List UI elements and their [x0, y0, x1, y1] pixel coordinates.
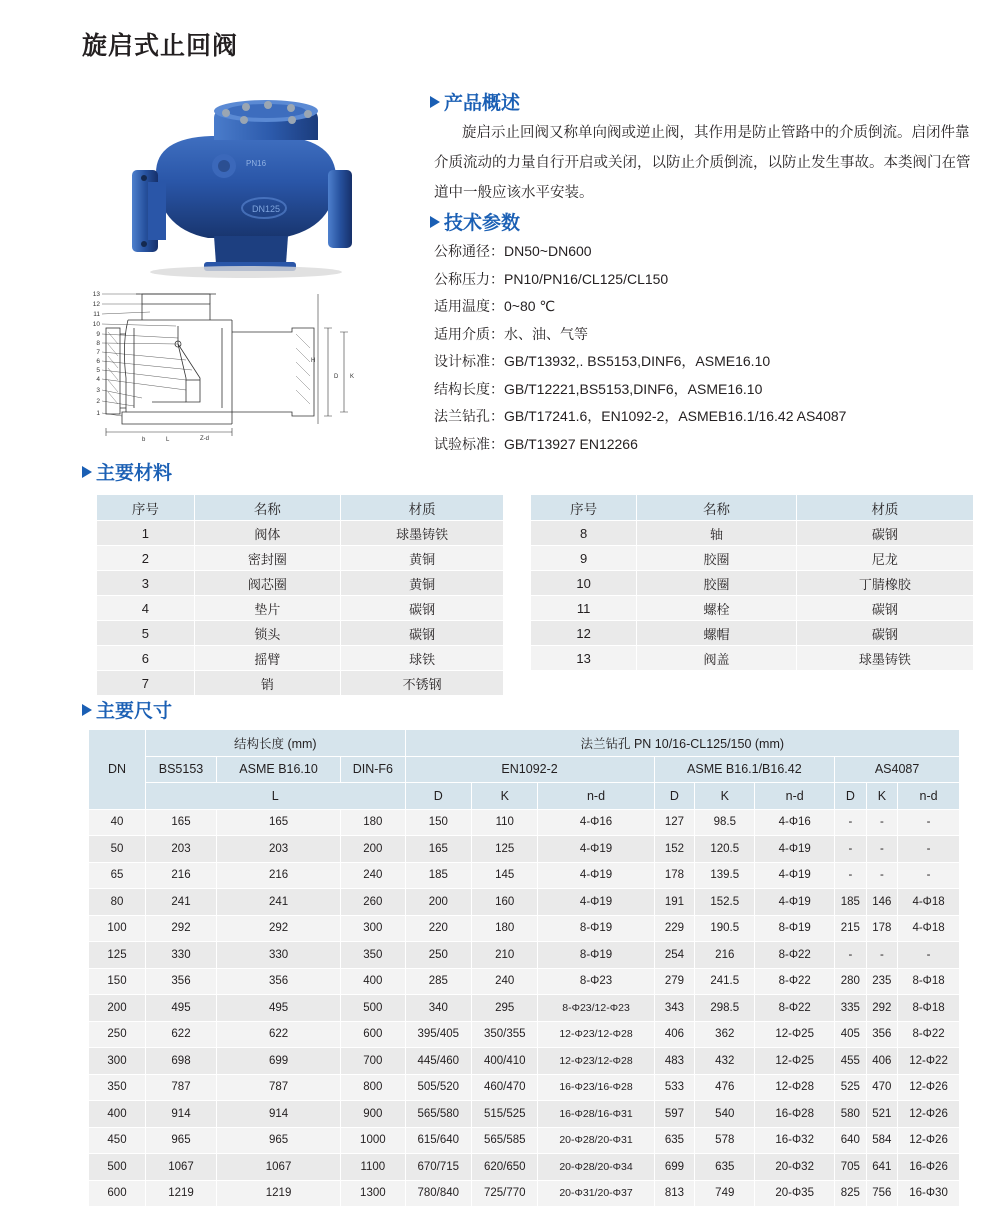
- col-header-nd-en: n-d: [538, 783, 654, 810]
- svg-text:12: 12: [92, 301, 100, 308]
- svg-text:1: 1: [96, 410, 100, 417]
- table-header-row-group: [89, 730, 960, 757]
- tech-value: PN10/PN16/CL125/CL150: [504, 270, 669, 287]
- cell-no: 13: [531, 646, 637, 671]
- table-row: 300 698 699 700 445/460 400/410 12-Φ23/12-Φ28 483 432 12-Φ25 455 406 12-Φ22: [89, 1048, 960, 1075]
- cell-no: 1: [97, 521, 195, 546]
- tech-row: [434, 403, 994, 431]
- col-header-k-asme: K: [695, 783, 755, 810]
- tech-label: 设计标准：: [434, 353, 504, 369]
- cell-name: 螺栓: [637, 596, 796, 621]
- cell-dn: 150: [89, 968, 146, 995]
- table-row: [97, 646, 504, 671]
- table-header-row: [531, 495, 974, 521]
- cell-dn: 600: [89, 1180, 146, 1207]
- col-header-flange-group: 法兰钻孔 PN 10/16-CL125/150 (mm): [405, 730, 959, 757]
- cell-name: 阀盖: [637, 646, 796, 671]
- valve-photo: [96, 78, 386, 278]
- col-header-as4087: AS4087: [835, 756, 960, 783]
- col-header-d-as: D: [835, 783, 867, 810]
- table-row: [97, 671, 504, 696]
- col-header-dn: DN: [89, 730, 146, 810]
- materials-heading: [82, 458, 172, 485]
- cell-no: 12: [531, 621, 637, 646]
- table-row: [97, 621, 504, 646]
- table-row: [97, 571, 504, 596]
- tech-value: GB/T13927 EN12266: [504, 435, 638, 452]
- cell-no: 4: [97, 596, 195, 621]
- table-row: [531, 546, 974, 571]
- cell-no: 6: [97, 646, 195, 671]
- tech-heading: [430, 208, 520, 235]
- tech-label: 试验标准：: [434, 435, 504, 452]
- materials-heading-label: 主要材料: [96, 463, 173, 484]
- col-header-d-asme: D: [654, 783, 695, 810]
- col-header-material: 材质: [796, 495, 973, 521]
- tech-value: 0~80 ℃: [504, 298, 556, 314]
- cell-name: 胶圈: [637, 571, 796, 596]
- table-row: [97, 596, 504, 621]
- cell-dn: 100: [89, 915, 146, 942]
- cell-name: 螺帽: [637, 621, 796, 646]
- tech-label: 公称通径：: [434, 243, 504, 259]
- svg-text:H: H: [311, 358, 316, 364]
- col-header-en1092: EN1092-2: [405, 756, 654, 783]
- table-row: [531, 646, 974, 671]
- materials-table-right: [530, 494, 974, 671]
- col-header-length-group: 结构长度 (mm): [146, 730, 406, 757]
- svg-text:K: K: [350, 374, 355, 380]
- svg-text:D: D: [334, 374, 339, 380]
- tech-heading-label: 技术参数: [444, 213, 521, 234]
- tech-value: GB/T13932,. BS5153,DINF6，ASME16.10: [504, 353, 771, 369]
- table-row: [531, 596, 974, 621]
- dimensions-heading-label: 主要尺寸: [96, 701, 173, 722]
- cell-dn: 250: [89, 1021, 146, 1048]
- tech-value: GB/T17241.6，EN1092-2，ASMEB16.1/16.42 AS4087: [504, 408, 847, 424]
- tech-row: [434, 431, 994, 459]
- col-header-nd-as: n-d: [898, 783, 960, 810]
- col-header-bs5153: BS5153: [146, 756, 217, 783]
- col-header-k-as: K: [866, 783, 898, 810]
- cell-name: 摇臂: [194, 646, 341, 671]
- svg-text:3: 3: [96, 387, 100, 394]
- table-row: 200 495 495 500 340 295 8-Φ23/12-Φ23 343 298.5 8-Φ22 335 292 8-Φ18: [89, 995, 960, 1022]
- svg-text:9: 9: [96, 331, 100, 338]
- tech-label: 适用介质：: [434, 325, 504, 342]
- cell-dn: 300: [89, 1048, 146, 1075]
- dimensions-heading: [82, 696, 172, 723]
- table-row: [97, 546, 504, 571]
- svg-text:8: 8: [96, 340, 100, 347]
- table-row: 500 1067 1067 1100 670/715 620/650 20-Φ28/20-Φ34 699 635 20-Φ32 705 641 16-Φ26: [89, 1154, 960, 1181]
- cell-dn: 350: [89, 1074, 146, 1101]
- svg-text:11: 11: [93, 311, 100, 318]
- cell-name: 锁头: [194, 621, 341, 646]
- svg-text:13: 13: [92, 291, 100, 298]
- cell-material: 球墨铸铁: [796, 646, 973, 671]
- triangle-icon: [82, 704, 92, 716]
- svg-text:L: L: [166, 437, 170, 443]
- cell-name: 密封圈: [194, 546, 341, 571]
- tech-label: 法兰钻孔：: [434, 408, 504, 424]
- valve-cutaway-drawing: [82, 282, 402, 447]
- table-header-row-units: [89, 783, 960, 810]
- cell-no: 5: [97, 621, 195, 646]
- tech-parameter-list: [434, 238, 994, 458]
- overview-body: 旋启示止回阀又称单向阀或逆止阀，其作用是防止管路中的介质倒流。启闭件靠介质流动的力量自行开启或关闭，以防止介质倒流，以防止发生事故。本类阀门在管道中一般应该水平安装。: [434, 125, 971, 201]
- col-header-no: 序号: [97, 495, 195, 521]
- svg-text:DN125: DN125: [252, 204, 281, 214]
- cell-no: 10: [531, 571, 637, 596]
- svg-text:2: 2: [96, 398, 100, 405]
- svg-text:6: 6: [96, 358, 100, 365]
- overview-heading: [430, 88, 520, 115]
- col-header-name: 名称: [637, 495, 796, 521]
- cell-no: 2: [97, 546, 195, 571]
- table-row: 80 241 241 260 200 160 4-Φ19 191 152.5 4-Φ19 185 146 4-Φ18: [89, 889, 960, 916]
- cell-name: 阀体: [194, 521, 341, 546]
- cell-dn: 400: [89, 1101, 146, 1128]
- table-row: [531, 621, 974, 646]
- cell-material: 球墨铸铁: [341, 521, 504, 546]
- table-row: [97, 521, 504, 546]
- cell-no: 8: [531, 521, 637, 546]
- table-row: 100 292 292 300 220 180 8-Φ19 229 190.5 8-Φ19 215 178 4-Φ18: [89, 915, 960, 942]
- table-row: [531, 571, 974, 596]
- triangle-icon: [82, 466, 92, 478]
- cell-material: 黄铜: [341, 546, 504, 571]
- tech-label: 公称压力：: [434, 270, 504, 287]
- cell-name: 胶圈: [637, 546, 796, 571]
- cell-material: 碳钢: [796, 521, 973, 546]
- col-header-material: 材质: [341, 495, 504, 521]
- cell-material: 碳钢: [796, 596, 973, 621]
- overview-heading-label: 产品概述: [444, 93, 521, 114]
- svg-text:b: b: [142, 437, 146, 443]
- tech-value: 水、油、气等: [504, 325, 588, 342]
- col-header-asme-b161: ASME B16.1/B16.42: [654, 756, 835, 783]
- cell-name: 垫片: [194, 596, 341, 621]
- table-row: 350 787 787 800 505/520 460/470 16-Φ23/16-Φ28 533 476 12-Φ28 525 470 12-Φ26: [89, 1074, 960, 1101]
- tech-value: DN50~DN600: [504, 243, 592, 259]
- cell-no: 9: [531, 546, 637, 571]
- dimensions-table: [88, 729, 960, 1207]
- svg-text:5: 5: [96, 367, 100, 374]
- cell-material: 尼龙: [796, 546, 973, 571]
- svg-text:10: 10: [92, 321, 100, 328]
- tech-row: [434, 376, 994, 404]
- svg-text:7: 7: [96, 349, 100, 356]
- col-header-asme-b1610: ASME B16.10: [217, 756, 341, 783]
- cell-dn: 65: [89, 862, 146, 889]
- table-header-row-standards: [89, 756, 960, 783]
- table-row: 50 203 203 200 165 125 4-Φ19 152 120.5 4-Φ19 - - -: [89, 836, 960, 863]
- triangle-icon: [430, 96, 440, 108]
- tech-row: [434, 348, 994, 376]
- cell-no: 3: [97, 571, 195, 596]
- table-header-row: [97, 495, 504, 521]
- cell-material: 丁腈橡胶: [796, 571, 973, 596]
- cell-dn: 40: [89, 809, 146, 836]
- table-row: 150 356 356 400 285 240 8-Φ23 279 241.5 8-Φ22 280 235 8-Φ18: [89, 968, 960, 995]
- cell-dn: 200: [89, 995, 146, 1022]
- table-row: 250 622 622 600 395/405 350/355 12-Φ23/12-Φ28 406 362 12-Φ25 405 356 8-Φ22: [89, 1021, 960, 1048]
- cell-no: 11: [531, 596, 637, 621]
- cell-dn: 125: [89, 942, 146, 969]
- materials-table-left: [96, 494, 504, 696]
- col-header-d-en: D: [405, 783, 471, 810]
- cell-material: 不锈钢: [341, 671, 504, 696]
- tech-row: [434, 238, 994, 266]
- svg-text:Z-d: Z-d: [200, 436, 209, 442]
- tech-row: [434, 321, 994, 349]
- page-title: 旋启式止回阀: [82, 32, 239, 60]
- tech-row: [434, 293, 994, 321]
- table-row: 65 216 216 240 185 145 4-Φ19 178 139.5 4-Φ19 - - -: [89, 862, 960, 889]
- cell-material: 球铁: [341, 646, 504, 671]
- svg-text:4: 4: [96, 376, 100, 383]
- tech-label: 结构长度：: [434, 380, 504, 397]
- dimensions-table-body: [89, 809, 960, 1207]
- col-header-name: 名称: [194, 495, 341, 521]
- table-row: 600 1219 1219 1300 780/840 725/770 20-Φ31/20-Φ37 813 749 20-Φ35 825 756 16-Φ30: [89, 1180, 960, 1207]
- tech-row: [434, 266, 994, 294]
- table-row: 125 330 330 350 250 210 8-Φ19 254 216 8-Φ22 - - -: [89, 942, 960, 969]
- tech-label: 适用温度：: [434, 298, 504, 314]
- col-header-nd-asme: n-d: [755, 783, 835, 810]
- svg-text:PN16: PN16: [246, 159, 267, 168]
- col-header-dinf6: DIN-F6: [341, 756, 405, 783]
- table-row: 450 965 965 1000 615/640 565/585 20-Φ28/20-Φ31 635 578 16-Φ32 640 584 12-Φ26: [89, 1127, 960, 1154]
- cell-dn: 450: [89, 1127, 146, 1154]
- cell-material: 碳钢: [341, 596, 504, 621]
- cell-dn: 50: [89, 836, 146, 863]
- cell-material: 碳钢: [796, 621, 973, 646]
- cell-name: 轴: [637, 521, 796, 546]
- col-header-no: 序号: [531, 495, 637, 521]
- cell-name: 销: [194, 671, 341, 696]
- table-row: 400 914 914 900 565/580 515/525 16-Φ28/16-Φ31 597 540 16-Φ28 580 521 12-Φ26: [89, 1101, 960, 1128]
- cell-no: 7: [97, 671, 195, 696]
- triangle-icon: [430, 216, 440, 228]
- cell-name: 阀芯圈: [194, 571, 341, 596]
- cell-dn: 500: [89, 1154, 146, 1181]
- cell-dn: 80: [89, 889, 146, 916]
- col-header-k-en: K: [472, 783, 538, 810]
- cell-material: 黄铜: [341, 571, 504, 596]
- tech-value: GB/T12221,BS5153,DINF6，ASME16.10: [504, 380, 763, 397]
- table-row: 40 165 165 180 150 110 4-Φ16 127 98.5 4-Φ16 - - -: [89, 809, 960, 836]
- cell-material: 碳钢: [341, 621, 504, 646]
- col-header-l: L: [146, 783, 406, 810]
- table-row: [531, 521, 974, 546]
